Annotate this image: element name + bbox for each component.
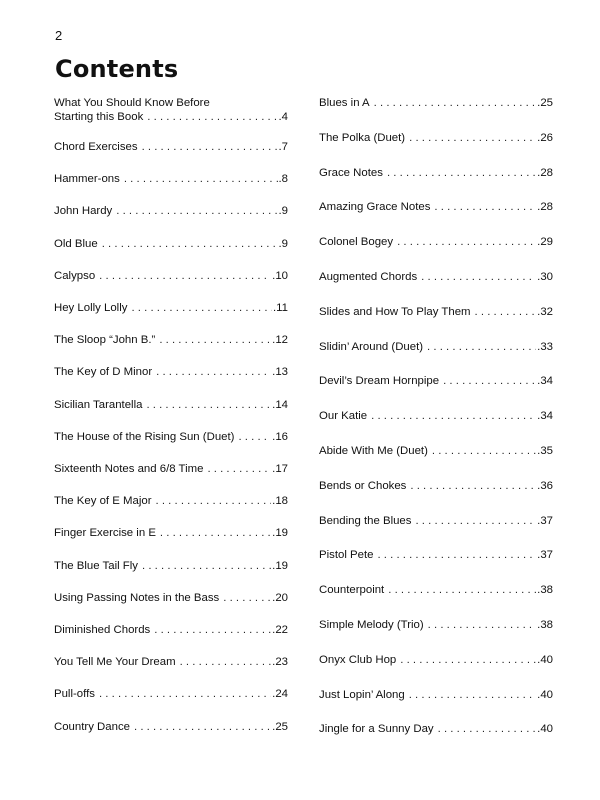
toc-entry-title: Starting this Book xyxy=(54,111,144,123)
toc-entry-title: The Polka (Duet) xyxy=(319,131,406,144)
toc-entry xyxy=(54,172,288,186)
toc-entry-page: .19 xyxy=(272,559,288,572)
toc-entry-page: .23 xyxy=(272,656,288,669)
dot-leader xyxy=(142,140,278,154)
dot-leader xyxy=(409,131,536,145)
toc-entry-title: Amazing Grace Notes xyxy=(319,201,431,214)
dot-leader xyxy=(102,237,278,251)
toc-entry-page: .25 xyxy=(272,720,288,733)
dot-leader xyxy=(397,235,536,249)
toc-entry-title: The House of the Rising Sun (Duet) xyxy=(54,430,235,443)
toc-entry-page: .37 xyxy=(537,549,553,562)
toc-entry xyxy=(319,270,553,284)
dot-leader xyxy=(124,172,278,186)
toc-entry-title: Simple Melody (Trio) xyxy=(319,619,424,631)
toc-entry-title: Bending the Blues xyxy=(319,514,412,527)
toc-entry-page: .25 xyxy=(537,97,553,109)
toc-entry-title: Hey Lolly Lolly xyxy=(54,302,128,314)
dot-leader xyxy=(371,409,536,423)
dot-leader xyxy=(99,687,271,701)
dot-leader xyxy=(207,462,271,476)
toc-entry-title-line1: What You Should Know Before xyxy=(54,97,210,109)
toc-entry-page: .38 xyxy=(537,619,553,631)
toc-entry xyxy=(319,688,553,702)
toc-entry-title: Augmented Chords xyxy=(319,271,418,283)
dot-leader xyxy=(156,365,271,379)
toc-entry xyxy=(54,462,288,476)
toc-entry xyxy=(319,305,553,319)
dot-leader xyxy=(438,722,537,736)
toc-entry xyxy=(54,591,288,605)
toc-entry xyxy=(319,583,553,597)
dot-leader xyxy=(160,526,271,540)
toc-entry-title: Hammer-ons xyxy=(54,173,120,186)
toc-entry-title: John Hardy xyxy=(54,205,113,218)
toc-entry xyxy=(54,494,288,508)
toc-entry-title: Onyx Club Hop xyxy=(319,653,397,666)
toc-entry-page: .36 xyxy=(537,479,553,492)
dot-leader xyxy=(377,548,536,562)
toc-entry-title: Diminished Chords xyxy=(54,624,151,636)
dot-leader xyxy=(443,374,536,388)
toc-entry-page: .9 xyxy=(278,205,288,218)
dot-leader xyxy=(238,430,271,444)
dot-leader xyxy=(147,110,277,124)
toc-entry-page: .34 xyxy=(537,375,553,388)
dot-leader xyxy=(400,653,536,667)
toc-entry xyxy=(54,96,288,124)
toc-entry-title: Sixteenth Notes and 6/8 Time xyxy=(54,463,204,475)
toc-entry-title: Jingle for a Sunny Day xyxy=(319,723,434,736)
toc-entry-title: Slidin’ Around (Duet) xyxy=(319,340,424,353)
toc-entry-title: The Sloop “John B.” xyxy=(54,334,156,347)
toc-entry-title: Old Blue xyxy=(54,237,98,250)
toc-entry xyxy=(319,722,553,736)
toc-entry-page: .40 xyxy=(537,653,553,666)
toc-entry-page: .28 xyxy=(537,166,553,179)
dot-leader xyxy=(427,340,536,354)
dot-leader xyxy=(156,494,272,508)
dot-leader xyxy=(154,623,271,637)
toc-entry-page: .40 xyxy=(537,688,553,701)
toc-entry xyxy=(319,96,553,110)
toc-entry-title: The Key of E Major xyxy=(54,495,152,508)
toc-entry xyxy=(54,365,288,379)
toc-entry-title: The Blue Tail Fly xyxy=(54,559,138,572)
dot-leader xyxy=(432,444,536,458)
dot-leader xyxy=(421,270,536,284)
dot-leader xyxy=(387,166,536,180)
toc-entry-page: .29 xyxy=(537,236,553,249)
toc-entry-title: Just Lopin’ Along xyxy=(319,688,405,701)
dot-leader xyxy=(434,200,536,214)
toc-entry xyxy=(54,526,288,540)
toc-entry xyxy=(54,237,288,251)
toc-entry-title: Pistol Pete xyxy=(319,549,374,562)
toc-entry-title: Calypso xyxy=(54,269,96,282)
toc-entry-page: .9 xyxy=(278,237,288,250)
toc-entry-page: .4 xyxy=(278,111,288,123)
toc-entry-page: .8 xyxy=(278,173,288,186)
toc-entry-page: .24 xyxy=(272,688,288,701)
toc-entry-title: Abide With Me (Duet) xyxy=(319,445,428,457)
toc-entry-page: .20 xyxy=(272,591,288,604)
toc-entry-page: .17 xyxy=(272,463,288,475)
toc-entry-title: Using Passing Notes in the Bass xyxy=(54,591,220,604)
dot-leader xyxy=(180,655,272,669)
dot-leader xyxy=(99,269,271,283)
toc-entry xyxy=(54,623,288,637)
toc-entry-page: .16 xyxy=(272,430,288,443)
toc-entry-page: .35 xyxy=(537,445,553,457)
dot-leader xyxy=(475,305,537,319)
toc-entry xyxy=(319,200,553,214)
dot-leader xyxy=(131,301,272,315)
toc-entry-page: .11 xyxy=(273,302,288,314)
toc-entry xyxy=(54,140,288,154)
toc-entry-title: Pull-offs xyxy=(54,688,95,701)
toc-entry xyxy=(319,409,553,423)
dot-leader xyxy=(374,96,536,110)
toc-entry-page: .37 xyxy=(537,514,553,527)
toc-entry xyxy=(319,235,553,249)
toc-entry-page: .18 xyxy=(272,495,288,508)
toc-entry xyxy=(54,720,288,734)
toc-entry-title: Blues in A xyxy=(319,97,370,109)
toc-entry-page: .38 xyxy=(537,584,553,597)
toc-entry xyxy=(319,548,553,562)
toc-entry xyxy=(319,374,553,388)
toc-entry xyxy=(319,618,553,632)
toc-entry-title: The Key of D Minor xyxy=(54,366,153,379)
toc-entry-page: .14 xyxy=(272,398,288,411)
toc-entry-page: .34 xyxy=(537,410,553,423)
dot-leader xyxy=(146,398,271,412)
toc-entry-page: .26 xyxy=(537,131,553,144)
toc-entry-page: .28 xyxy=(537,201,553,214)
toc-entry xyxy=(319,444,553,458)
toc-entry xyxy=(54,301,288,315)
dot-leader xyxy=(142,559,271,573)
toc-entry-title: Finger Exercise in E xyxy=(54,527,156,540)
dot-leader xyxy=(134,720,271,734)
toc-entry xyxy=(319,514,553,528)
toc-entry xyxy=(319,340,553,354)
toc-entry-title: Bends or Chokes xyxy=(319,479,407,492)
dot-leader xyxy=(409,688,536,702)
toc-entry-title: Devil’s Dream Hornpipe xyxy=(319,375,440,388)
page-number: 2 xyxy=(55,28,63,43)
toc-entry-page: .7 xyxy=(278,141,288,153)
dot-leader xyxy=(388,583,536,597)
toc-entry-title: Sicilian Tarantella xyxy=(54,398,143,411)
toc-entry xyxy=(54,269,288,283)
toc-entry xyxy=(319,479,553,493)
dot-leader xyxy=(116,204,277,218)
toc-entry xyxy=(54,655,288,669)
toc-entry-page: .10 xyxy=(272,269,288,282)
toc-entry xyxy=(54,430,288,444)
toc-entry-page: .19 xyxy=(272,527,288,540)
page-title: Contents xyxy=(55,55,179,83)
dot-leader xyxy=(410,479,536,493)
toc-entry-page: .30 xyxy=(537,271,553,283)
toc-entry-title: Grace Notes xyxy=(319,166,383,179)
dot-leader xyxy=(428,618,537,632)
toc-entry-title: You Tell Me Your Dream xyxy=(54,656,176,669)
dot-leader xyxy=(223,591,271,605)
toc-entry xyxy=(54,559,288,573)
toc-entry xyxy=(54,398,288,412)
toc-entry xyxy=(54,204,288,218)
toc-entry-title: Colonel Bogey xyxy=(319,236,394,249)
toc-entry-page: .32 xyxy=(537,305,553,318)
toc-entry-page: .13 xyxy=(272,366,288,379)
toc-entry-title: Slides and How To Play Them xyxy=(319,305,471,318)
toc-entry-title: Chord Exercises xyxy=(54,141,138,153)
toc-entry xyxy=(319,166,553,180)
toc-entry-title: Country Dance xyxy=(54,720,130,733)
toc-entry xyxy=(54,333,288,347)
toc-entry-title: Our Katie xyxy=(319,410,368,423)
dot-leader xyxy=(159,333,271,347)
toc-entry-page: .33 xyxy=(537,340,553,353)
toc-entry xyxy=(54,687,288,701)
toc-entry xyxy=(319,653,553,667)
toc-entry xyxy=(319,131,553,145)
toc-entry-page: .40 xyxy=(537,723,553,736)
dot-leader xyxy=(415,514,536,528)
toc-entry-page: .22 xyxy=(272,624,288,636)
toc-entry-title: Counterpoint xyxy=(319,584,385,597)
toc-entry-page: .12 xyxy=(272,334,288,347)
